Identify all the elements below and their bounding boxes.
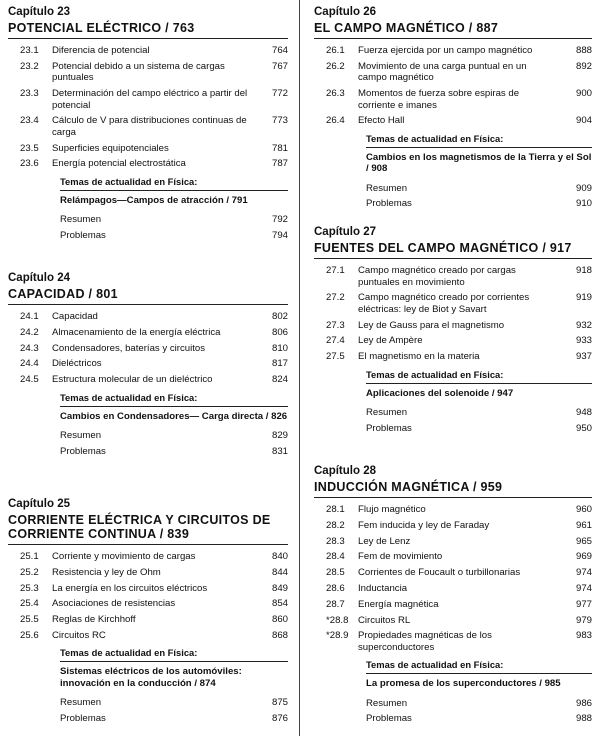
section-page: 979 [575, 614, 592, 626]
extra-row[interactable] [60, 214, 288, 226]
section-number: 25.5 [20, 614, 39, 626]
section-title: Energía potencial electrostática [52, 158, 186, 170]
topics-item[interactable]: Aplicaciones del solenoide / 947 [366, 387, 514, 399]
chapter-label: Capítulo 28 [314, 465, 376, 477]
extra-page: 948 [575, 407, 592, 419]
chapter-title: FUENTES DEL CAMPO MAGNÉTICO / 917 [314, 241, 592, 259]
section-page: 965 [575, 535, 592, 547]
section-list [8, 45, 288, 170]
section-number: 24.2 [20, 326, 39, 338]
topics-heading: Temas de actualidad en Física: [366, 133, 592, 148]
section-title: Campo magnético creado por corrientes eléctricas: ley de Biot y Savart [358, 292, 530, 315]
section-page: 772 [271, 88, 288, 100]
section-number: 26.3 [326, 88, 345, 100]
section-number: 23.4 [20, 115, 39, 127]
section-number: 25.6 [20, 629, 39, 641]
section-page: 977 [575, 598, 592, 610]
left-column [0, 0, 296, 736]
section-number: 23.3 [20, 88, 39, 100]
section-title: Momentos de fuerza sobre espiras de corriente e imanes [358, 88, 520, 111]
extra-row[interactable] [366, 423, 592, 435]
section-number: 28.1 [326, 504, 345, 515]
section-page: 854 [271, 598, 288, 610]
section-title: Ley de Ampère [358, 335, 423, 347]
section-number: 24.3 [20, 342, 39, 354]
section-row[interactable] [314, 61, 592, 84]
section-row[interactable] [8, 115, 288, 138]
section-number: 27.3 [326, 319, 345, 331]
section-list [314, 504, 592, 653]
chapter-label: Capítulo 27 [314, 226, 376, 238]
section-title: Inductancia [358, 582, 408, 594]
extras-list [60, 697, 288, 724]
section-title: Corrientes de Foucault o turbillonarias [358, 567, 521, 579]
section-title: Cálculo de V para distribuciones continuas de carga [52, 115, 247, 138]
section-title: Capacidad [52, 311, 98, 322]
chapter-24 [8, 272, 288, 461]
chapter-title: INDUCCIÓN MAGNÉTICA / 959 [314, 480, 592, 498]
section-title: Movimiento de una carga puntual en un campo magnético [358, 60, 527, 84]
section-number: *28.8 [326, 614, 349, 626]
column-divider [299, 0, 300, 736]
section-number: 25.4 [20, 598, 39, 610]
section-number: 26.4 [326, 115, 345, 127]
chapter-27 [314, 226, 592, 438]
section-row[interactable] [314, 551, 592, 563]
section-number: 28.7 [326, 598, 345, 610]
section-row[interactable] [314, 45, 592, 57]
section-page: 860 [271, 614, 288, 626]
section-row[interactable] [314, 335, 592, 347]
section-page: 974 [575, 567, 592, 579]
section-page: 892 [575, 60, 592, 72]
extras-list [366, 183, 592, 210]
chapter-label: Capítulo 24 [8, 272, 70, 284]
section-row[interactable] [314, 630, 592, 653]
extras-list [366, 698, 592, 725]
section-row[interactable] [8, 551, 288, 563]
extra-row[interactable] [366, 407, 592, 419]
section-page: 824 [271, 374, 288, 386]
section-title: Ley de Gauss para el magnetismo [358, 319, 505, 331]
section-page: 937 [575, 351, 592, 363]
topics-heading: Temas de actualidad en Física: [60, 647, 288, 662]
extra-page: 875 [271, 697, 288, 709]
section-page: 888 [575, 45, 592, 56]
section-number: 23.1 [20, 45, 39, 56]
section-page: 961 [575, 519, 592, 531]
extras-list [60, 214, 288, 241]
section-row[interactable] [8, 583, 288, 595]
extra-title: Problemas [60, 445, 106, 457]
topics-heading: Temas de actualidad en Física: [366, 659, 592, 674]
section-row[interactable] [314, 599, 592, 611]
extra-row[interactable] [366, 713, 592, 725]
chapter-title: CORRIENTE ELÉCTRICA Y CIRCUITOS DE CORRIENTE CONTINUA / 839 [8, 513, 288, 545]
section-row[interactable] [314, 520, 592, 532]
section-number: 23.6 [20, 158, 39, 170]
section-page: 806 [271, 326, 288, 338]
topics-item[interactable]: Sistemas eléctricos de los automóviles: innovación en la conducción / 874 [60, 666, 242, 689]
section-row[interactable] [8, 311, 288, 323]
section-row[interactable] [8, 88, 288, 111]
extra-page: 950 [575, 422, 592, 434]
section-row[interactable] [314, 583, 592, 595]
section-row[interactable] [314, 115, 592, 127]
extras-list [366, 407, 592, 434]
section-title: La energía en los circuitos eléctricos [52, 582, 208, 594]
section-number: 23.2 [20, 60, 39, 72]
extra-title: Problemas [60, 712, 106, 724]
section-number: 27.5 [326, 351, 345, 363]
extra-page: 909 [575, 182, 592, 194]
section-row[interactable] [8, 343, 288, 355]
section-title: Superficies equipotenciales [52, 142, 169, 154]
section-page: 810 [271, 342, 288, 354]
section-page: 802 [271, 311, 288, 322]
chapter-label: Capítulo 26 [314, 6, 376, 18]
section-page: 900 [575, 88, 592, 100]
section-row[interactable] [8, 374, 288, 386]
section-row[interactable] [314, 320, 592, 332]
chapter-title: CAPACIDAD / 801 [8, 287, 288, 305]
section-row[interactable] [8, 158, 288, 170]
extra-title: Resumen [60, 430, 102, 442]
topics-heading: Temas de actualidad en Física: [60, 176, 288, 191]
section-title: Ley de Lenz [358, 535, 411, 547]
section-number: 28.4 [326, 551, 345, 563]
section-page: 764 [271, 45, 288, 56]
extra-title: Problemas [60, 229, 106, 241]
section-number: 25.3 [20, 582, 39, 594]
section-title: Diferencia de potencial [52, 45, 150, 56]
extra-row[interactable] [60, 446, 288, 458]
extra-page: 910 [575, 198, 592, 210]
section-number: 28.3 [326, 535, 345, 547]
extra-page: 829 [271, 430, 288, 442]
section-title: Potencial debido a un sistema de cargas puntuales [52, 60, 225, 84]
section-title: Campo magnético creado por cargas puntuales en movimiento [358, 265, 516, 288]
extra-page: 986 [575, 697, 592, 709]
section-number: 24.4 [20, 358, 39, 370]
topics-item[interactable]: Cambios en Condensadores— Carga directa / 826 [60, 410, 288, 422]
section-page: 844 [271, 566, 288, 578]
topics-box [60, 647, 288, 689]
topics-heading: Temas de actualidad en Física: [366, 369, 592, 384]
section-list [8, 551, 288, 641]
section-title: Corriente y movimiento de cargas [52, 551, 196, 562]
section-title: Propiedades magnéticas de los superconductores [358, 630, 492, 653]
section-row[interactable] [8, 61, 288, 84]
chapter-title: POTENCIAL ELÉCTRICO / 763 [8, 21, 288, 39]
section-number: *28.9 [326, 630, 349, 642]
extra-row[interactable] [366, 183, 592, 195]
section-page: 918 [575, 265, 592, 276]
section-page: 960 [575, 504, 592, 515]
section-number: 28.2 [326, 519, 345, 531]
extra-page: 988 [575, 713, 592, 725]
extra-page: 794 [271, 229, 288, 241]
section-list [8, 311, 288, 386]
section-page: 983 [575, 630, 592, 642]
section-page: 919 [575, 292, 592, 304]
section-row[interactable] [8, 598, 288, 610]
section-page: 868 [271, 629, 288, 641]
section-page: 974 [575, 582, 592, 594]
section-list [314, 45, 592, 127]
section-title: Fem de movimiento [358, 551, 443, 563]
extra-title: Resumen [60, 697, 102, 709]
extra-title: Resumen [60, 214, 102, 226]
section-number: 28.6 [326, 582, 345, 594]
extra-row[interactable] [366, 198, 592, 210]
section-title: Circuitos RL [358, 614, 411, 626]
section-page: 781 [271, 142, 288, 154]
section-title: El magnetismo en la materia [358, 351, 480, 363]
section-title: Asociaciones de resistencias [52, 598, 176, 610]
section-title: Condensadores, baterías y circuitos [52, 342, 206, 354]
section-row[interactable] [314, 265, 592, 288]
extra-page: 792 [271, 214, 288, 226]
section-title: Energía magnética [358, 598, 439, 610]
section-title: Reglas de Kirchhoff [52, 614, 136, 626]
extra-title: Resumen [366, 697, 408, 709]
extra-row[interactable] [60, 713, 288, 725]
section-list [314, 265, 592, 363]
section-row[interactable] [8, 327, 288, 339]
topics-item[interactable]: La promesa de los superconductores / 985 [366, 678, 561, 690]
section-title: Fem inducida y ley de Faraday [358, 519, 490, 531]
extra-row[interactable] [60, 697, 288, 709]
topics-box [60, 176, 288, 207]
chapter-title: EL CAMPO MAGNÉTICO / 887 [314, 21, 592, 39]
extra-page: 831 [271, 445, 288, 457]
section-title: Efecto Hall [358, 115, 405, 127]
topics-heading: Temas de actualidad en Física: [60, 392, 288, 407]
section-number: 27.4 [326, 335, 345, 347]
chapter-label: Capítulo 25 [8, 498, 70, 510]
section-title: Determinación del campo eléctrico a partir del potencial [52, 88, 248, 111]
chapter-28 [314, 465, 592, 729]
topics-item[interactable]: Cambios en los magnetismos de la Tierra y el Sol / 908 [366, 151, 592, 175]
section-row[interactable] [8, 45, 288, 57]
section-title: Almacenamiento de la energía eléctrica [52, 326, 221, 338]
section-row[interactable] [8, 358, 288, 370]
extra-title: Resumen [366, 182, 408, 194]
section-number: 25.2 [20, 566, 39, 578]
section-row[interactable] [314, 615, 592, 627]
extra-row[interactable] [366, 698, 592, 710]
section-row[interactable] [8, 630, 288, 642]
section-page: 773 [271, 115, 288, 127]
section-row[interactable] [8, 143, 288, 155]
extra-page: 876 [271, 712, 288, 724]
section-title: Circuitos RC [52, 629, 106, 641]
section-row[interactable] [314, 292, 592, 315]
topics-box [366, 369, 592, 400]
topics-item[interactable]: Relámpagos—Campos de atracción / 791 [60, 194, 248, 206]
section-row[interactable] [314, 351, 592, 363]
section-page: 933 [575, 335, 592, 347]
section-row[interactable] [314, 536, 592, 548]
section-page: 817 [271, 358, 288, 370]
section-page: 904 [575, 115, 592, 127]
section-number: 23.5 [20, 142, 39, 154]
section-number: 25.1 [20, 551, 39, 562]
section-row[interactable] [314, 504, 592, 516]
section-title: Fuerza ejercida por un campo magnético [358, 45, 533, 56]
topics-box [60, 392, 288, 423]
section-title: Estructura molecular de un dieléctrico [52, 374, 213, 386]
section-row[interactable] [314, 88, 592, 111]
topics-box [366, 659, 592, 690]
section-number: 24.5 [20, 374, 39, 386]
right-column [304, 0, 600, 736]
extra-title: Resumen [366, 407, 408, 419]
topics-box [366, 133, 592, 175]
extra-title: Problemas [366, 198, 412, 210]
section-page: 849 [271, 582, 288, 594]
chapter-25 [8, 498, 288, 728]
section-title: Flujo magnético [358, 504, 426, 515]
section-page: 969 [575, 551, 592, 563]
section-title: Dieléctricos [52, 358, 102, 370]
section-number: 27.1 [326, 265, 345, 276]
section-row[interactable] [314, 567, 592, 579]
extra-row[interactable] [60, 230, 288, 242]
extra-title: Problemas [366, 422, 412, 434]
extra-title: Problemas [366, 713, 412, 725]
chapter-26 [314, 6, 592, 214]
section-page: 767 [271, 60, 288, 72]
section-row[interactable] [8, 567, 288, 579]
chapter-label: Capítulo 23 [8, 6, 70, 18]
section-title: Resistencia y ley de Ohm [52, 566, 161, 578]
section-number: 26.2 [326, 60, 345, 72]
extras-list [60, 430, 288, 457]
section-number: 24.1 [20, 311, 39, 322]
section-page: 840 [271, 551, 288, 562]
section-page: 787 [271, 158, 288, 170]
chapter-23 [8, 6, 288, 245]
section-number: 28.5 [326, 567, 345, 579]
section-page: 932 [575, 319, 592, 331]
section-number: 27.2 [326, 292, 345, 304]
section-number: 26.1 [326, 45, 345, 56]
extra-row[interactable] [60, 430, 288, 442]
section-row[interactable] [8, 614, 288, 626]
